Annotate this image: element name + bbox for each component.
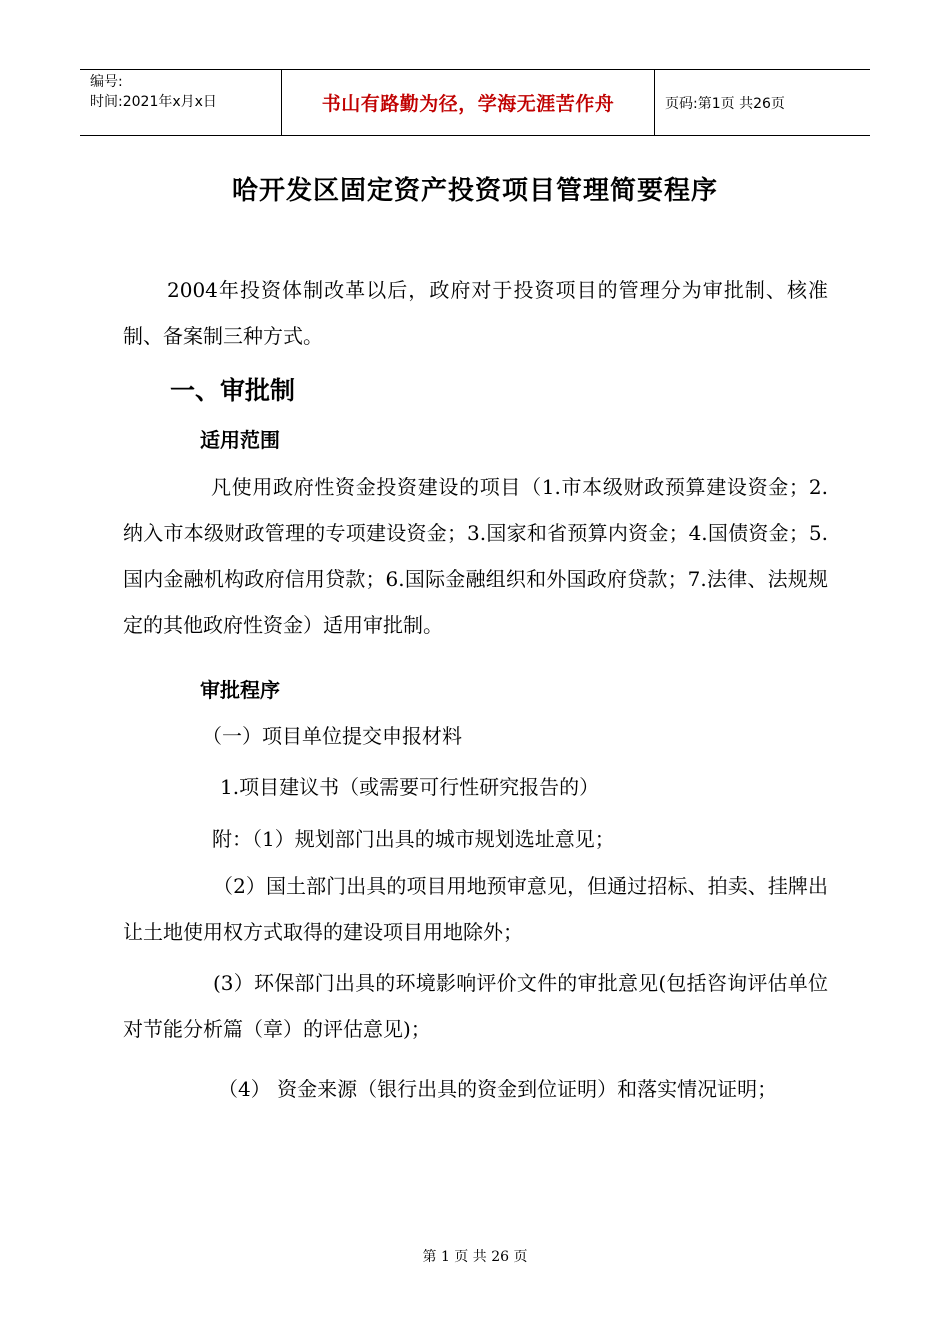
header-meta-cell: [80, 70, 282, 135]
header-table: [80, 69, 870, 136]
document-title: 哈开发区固定资产投资项目管理简要程序: [231, 176, 718, 206]
scope-heading: 适用范围: [200, 428, 280, 452]
item-1: 1.项目建议书（或需要可行性研究报告的）: [220, 775, 600, 799]
procedure-heading: 审批程序: [200, 678, 280, 702]
scope-paragraph: 凡使用政府性资金投资建设的项目（1.市本级财政预算建设资金；2.纳入市本级财政管理的专项建设资金；3.国家和省预算内资金；4.国债资金；5.国内金融机构政府信用贷款；6.国际金融组织和外国政府贷款；7.法律、法规规定的其他政府性资金）适用审批制。: [123, 475, 828, 637]
page-footer: 第 1 页 共 26 页: [422, 1249, 528, 1265]
header-page-info: 页码:第1页 共26页: [665, 95, 785, 112]
attachment-2: （2）国土部门出具的项目用地预审意见，但通过招标、拍卖、挂牌出让土地使用权方式取得的建设项目用地除外；: [123, 874, 828, 944]
section-heading-approval: 一、审批制: [170, 376, 296, 405]
document-number-label: 编号:: [90, 74, 123, 90]
intro-paragraph: 2004年投资体制改革以后，政府对于投资项目的管理分为审批制、核准制、备案制三种方式。: [123, 278, 828, 348]
attachment-1: 附：（1）规划部门出具的城市规划选址意见；: [212, 827, 615, 851]
document-date: 时间:2021年x月x日: [90, 94, 217, 110]
attachment-3: (3）环保部门出具的环境影响评价文件的审批意见(包括咨询评估单位对节能分析篇（章）的评估意见)；: [123, 971, 828, 1041]
step-1: （一）项目单位提交申报材料: [202, 724, 462, 748]
header-motto: 书山有路勤为径，学海无涯苦作舟: [282, 70, 655, 135]
attachment-4: （4） 资金来源（银行出具的资金到位证明）和落实情况证明；: [218, 1077, 778, 1101]
